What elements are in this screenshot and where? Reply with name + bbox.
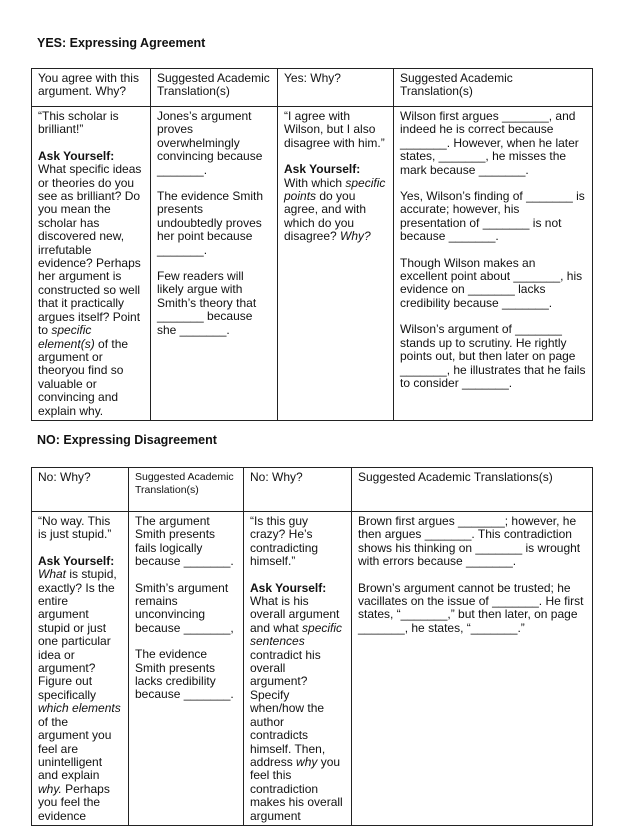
section-title-yes: YES: Expressing Agreement [37,36,206,50]
translation-text: Yes, Wilson’s finding of _______ is accurate; however, his presentation of _______ is not because _______. [400,189,585,244]
translation-text: Wilson’s argument of _______ stands up to scrutiny. He rightly points out, but then later on page _______, he illustrates that he fails to consider _______. [400,322,586,390]
section-title-no: NO: Expressing Disagreement [37,433,217,447]
header-cell: No: Why? [32,468,129,512]
translation-text: The evidence Smith presents undoubtedly proves her point because _______. [157,189,264,257]
table-header-row [32,69,593,107]
translation-text: Brown’s argument cannot be trusted; he vacillates on the issue of _______. He first states, “_______,” but then later, on page _______, he states, “_______.” [358,580,584,635]
ask-yourself-label: Ask Yourself: [284,162,361,177]
translation-text: Smith’s argument remains unconvincing because _______, [135,580,234,635]
translation-cell [394,107,593,421]
translation-text: Few readers will likely argue with Smith’s theory that _______ because she _______. [157,269,257,337]
translation-text: Though Wilson makes an excellent point about _______, his evidence on _______ lacks credibility because _______. [400,255,583,310]
translation-text: Jones’s argument proves overwhelmingly convincing because _______. [157,109,263,177]
header-cell: You agree with this argument. Why? [32,69,151,107]
translation-text: The argument Smith presents fails logically because _______. [135,514,234,569]
table-row [32,512,593,826]
yes-why-cell [278,107,394,421]
no-why-cell [32,512,129,826]
table-row [32,107,593,421]
header-cell: Suggested Academic Translation(s) [394,69,593,107]
prompt-text: What is stupid, exactly? Is the entire argument stupid or just one particular idea or argument? Figure out specifically which elements of the argument you feel are unintelligent and explain why. Perhaps you feel the evidence [38,567,121,823]
agree-why-cell [32,107,151,421]
prompt-text: What is his overall argument and what specific sentences contradict his overall argument? Specify when/how the author contradicts himself. Then, address why you feel this contradiction makes his overall argument [250,594,343,823]
quote-text: “This scholar is brilliant!” [38,109,119,137]
header-cell: Suggested Academic Translations(s) [352,468,593,512]
translation-cell [151,107,278,421]
translation-text: Wilson first argues _______, and indeed he is correct because _______. However, when he later states, _______, he misses the mark because _______. [400,109,579,177]
prompt-text: What specific ideas or theories do you see as brilliant? Do you mean the scholar has discovered new, irrefutable evidence? Perhaps her argument is constructed so well that it practically argues itself? Point to specific element(s) of the argument or theoryou find so valuable or convincing and explain why. [38,162,142,418]
prompt-text: With which specific points do you agree, and with which do you disagree? Why? [284,175,386,244]
ask-yourself-label: Ask Yourself: [250,580,327,595]
agreement-table [31,68,593,421]
table-header-row [32,468,593,512]
translation-text: The evidence Smith presents lacks credibility because _______. [135,647,234,702]
header-cell: Suggested Academic Translation(s) [129,468,244,512]
quote-text: “Is this guy crazy? He’s contradicting himself.” [250,514,319,569]
header-cell: Suggested Academic Translation(s) [151,69,278,107]
translation-cell [129,512,244,826]
quote-text: “I agree with Wilson, but I also disagree with him.” [284,109,385,150]
header-cell: No: Why? [244,468,352,512]
disagreement-table [31,467,593,826]
quote-text: “No way. This is just stupid.” [38,514,112,542]
translation-text: Brown first argues _______; however, he then argues _______. This contradiction shows his thinking on _______ is wrought with errors because _______. [358,514,581,569]
ask-yourself-label: Ask Yourself: [38,148,115,163]
translation-cell [352,512,593,826]
ask-yourself-label: Ask Yourself: [38,553,115,568]
no-why-cell [244,512,352,826]
header-cell: Yes: Why? [278,69,394,107]
